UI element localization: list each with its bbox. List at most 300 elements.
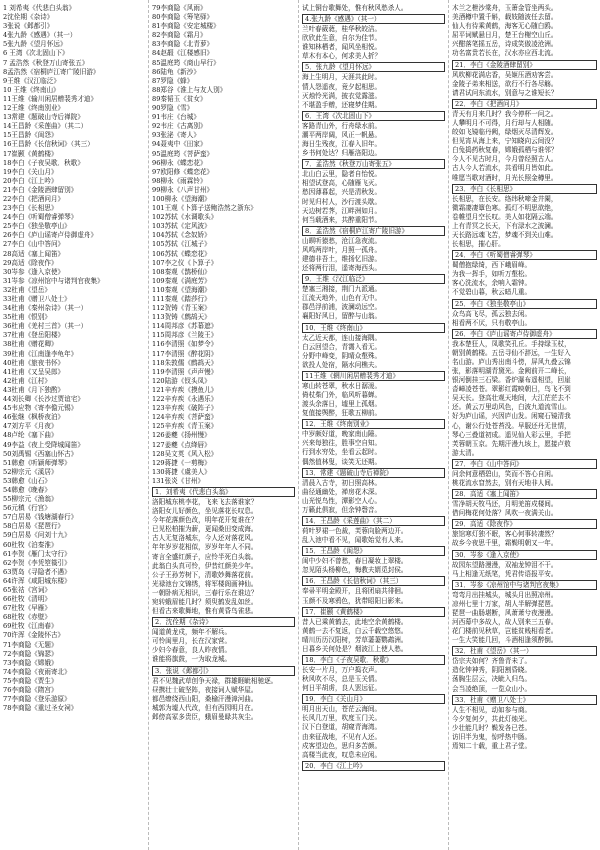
toc-entry: 3张说《邺都引》 <box>3 22 54 31</box>
poem-line: 君不见魏武草创争天禄，群雄睚眦相驰逐。 <box>152 676 278 685</box>
poem-line: 荡胸生层云，决眦入归鸟。 <box>452 675 532 684</box>
toc-entry: 80李商隐《筹笔驿》 <box>152 13 214 22</box>
poem-line: 旅馆寒灯独不眠，客心何事转凄然？ <box>452 530 558 539</box>
poem-line: 凉州七里十万家，胡人半解弹琵琶。 <box>452 599 558 608</box>
toc-entry: 86陆龟《新沙》 <box>152 67 200 76</box>
toc-entry: 69杜牧《江南春》 <box>3 622 58 631</box>
toc-entry: 120陆游《钗头凤》 <box>152 376 211 385</box>
toc-entry: 2沈佺期《杂诗》 <box>3 13 54 22</box>
toc-entry: 122辛弃疾《永遇乐》 <box>152 395 218 404</box>
poem-title: 30．岑参《逢入京使》 <box>452 550 597 560</box>
poem-line: 金陵子弟来相送，欲行不行各尽觞。 <box>452 79 558 88</box>
poem-line: 请君试问东流水，别意与之谁短长？ <box>452 88 558 97</box>
poem-line: 今年花落颜色改，明年花开复谁在？ <box>152 516 258 525</box>
toc-entry: 90罗隐《雪》 <box>152 104 194 113</box>
toc-entry: 102苏轼《水调歌头》 <box>152 213 218 222</box>
poem-line: 好为庐山谣，兴因庐山发。闲窥石镜清我 <box>452 412 571 421</box>
poem-line: 琵琶一曲肠堪断，风萧萧兮夜漫漫。 <box>452 608 558 617</box>
toc-entry: 104苏轼《念奴娇》 <box>152 231 211 240</box>
toc-entry: 19李白《关山月》 <box>3 167 58 176</box>
poem-line: 襄阳好风日，留醉与山翁。 <box>302 312 382 321</box>
poem-title: 31．岑参《凉州馆中与诸判官夜集》 <box>452 580 597 590</box>
poem-title: 9．王维《汉江临泛》 <box>302 274 445 284</box>
poem-line: 昔人已乘黄鹤去，此地空余黄鹤楼。 <box>302 617 408 626</box>
poem-line: 人生不相见，动如参与商。 <box>452 705 532 714</box>
column-divider <box>148 0 149 850</box>
poem-line: 欲投人处宿，隔水问樵夫。 <box>302 360 382 369</box>
poem-line: 天长路远魂飞苦，梦魂不到关山难。 <box>452 230 558 239</box>
poem-line: 微霜凄凄簟色寒。孤灯不明思欲绝， <box>452 203 558 212</box>
poem-line: 少壮能几时？鬓发各已苍。 <box>452 723 532 732</box>
poem-line: 山光悦鸟性，潭影空人心。 <box>302 496 382 505</box>
poem-title: 17．崔颢《黄鹤楼》 <box>302 607 445 617</box>
poem-line: 欣欣此生意，自尔为佳节。 <box>302 34 382 43</box>
toc-entry: 8孟浩然《宿桐庐江寄广陵旧游》 <box>3 67 100 76</box>
poem-line: 海上生明月，天涯共此时。 <box>302 73 382 82</box>
toc-entry: 131张炎《甘州》 <box>152 476 205 485</box>
toc-entry: 35杜甫《恨别》 <box>3 313 51 322</box>
toc-entry: 30岑参《逢入京使》 <box>3 267 65 276</box>
toc-entry: 118朱敦儒《鹧鸪天》 <box>152 358 218 367</box>
poem-line: 高楼当此夜，叹息未应闲。 <box>302 750 382 759</box>
poem-line: 谁知林栖者，闻风坐相悦。 <box>302 43 382 52</box>
toc-entry: 100柳永《望海潮》 <box>152 194 211 203</box>
poem-line: 秋风吹不尽，总是玉关情。 <box>302 675 382 684</box>
poem-line: 马上相逢无纸笔，凭君传语报平安。 <box>452 569 558 578</box>
toc-entry: 126姜夔《扬州慢》 <box>152 431 211 440</box>
poem-line: 万籁此俱寂，但余钟磬音。 <box>302 505 382 514</box>
poem-line: 闻道黄龙戍，频年不解兵。 <box>152 628 232 637</box>
toc-entry: 58白居易《琵琶行》 <box>3 522 65 531</box>
poem-line: 客心洗流水，余响入霜钟。 <box>452 279 532 288</box>
poem-line: 焉知二十载，重上君子堂。 <box>452 742 532 750</box>
toc-entry: 4张九龄《感遇》（其一） <box>3 31 77 40</box>
poem-line: 渡头余落日，墟里上孤烟。 <box>302 400 382 409</box>
toc-entry: 107李之仪《卜算子》 <box>152 258 218 267</box>
toc-entry: 101王观《卜算子送鲍浩然之浙东》 <box>152 204 257 213</box>
poem-line: 弯弯月出挂城头，城头月出照凉州。 <box>452 590 558 599</box>
poem-line: 游太清。 <box>452 448 479 457</box>
poem-title: 7．孟浩然《秋登万山寄张五》 <box>302 159 445 169</box>
toc-entry: 74李商隐《夜雨寄北》 <box>3 667 71 676</box>
poem-line: 中岁颇好道，晚家南山陲。 <box>302 430 382 439</box>
toc-entry: 114周邦彦《苏幕遮》 <box>152 322 218 331</box>
poem-line: 相看两不厌，只有敬亭山。 <box>452 318 532 327</box>
poem-line: 已见松柏摧为薪，更闻桑田变成海。 <box>152 525 258 534</box>
poem-line: 仙人有待乘黄鹤，海客无心随白鸥。 <box>452 22 558 31</box>
toc-entry: 97欧阳修《蝶恋花》 <box>152 167 214 176</box>
poem-line: 天边树若荠，江畔洲如月。 <box>302 206 382 215</box>
toc-entry: 75李商隐《贾生》 <box>3 676 58 685</box>
toc-entry: 6 王湾《次北固山下》 <box>3 49 69 58</box>
toc-entry: 82李商隐《霜月》 <box>152 31 207 40</box>
poem-line: 相望试登高，心随雁飞灭。 <box>302 179 382 188</box>
poem-line: 何当载酒来，共醉重阳节。 <box>302 215 382 224</box>
toc-entry: 87罗隐《蜂》 <box>152 76 194 85</box>
poem-line: 功名富贵若长在，汉水亦应西北流。 <box>452 49 558 58</box>
poem-line: 昼携壮士破坚阵，夜接词人赋华屋。 <box>152 685 258 694</box>
poem-line: 借问梅花何处落？风吹一夜满关山。 <box>452 509 558 518</box>
toc-entry: 7 孟浩然《秋登万山寄张五》 <box>3 58 89 67</box>
poem-line: 故乡今夜思千里，霜鬓明朝又一年。 <box>452 539 558 548</box>
poem-title: 16．王昌龄《长信秋词》（其三） <box>302 576 445 586</box>
poem-line: 但见宵从海上来，宁知晓向云间没？ <box>452 137 558 146</box>
toc-entry: 66杜牧《清明》 <box>3 595 51 604</box>
poem-line: 城郭为墟人代改，但有西园明月在。 <box>152 703 258 712</box>
poem-line: 不堪盈手赠，还寝梦佳期。 <box>302 100 382 109</box>
poem-title: 5．张九龄《望月怀远》 <box>302 62 445 72</box>
poem-title: 32．杜甫《望岳》（其一） <box>452 646 597 656</box>
poem-line: 朝别黄鹤楼。五岳寻仙不辞远，一生好入 <box>452 348 571 357</box>
toc-entry: 32杜甫《望岳》 <box>3 285 51 294</box>
toc-entry: 70许浑《金陵怀古》 <box>3 631 65 640</box>
poem-title: 11王维《辋川闲居赠裴秀才迪》 <box>302 371 445 381</box>
poem-title: 27．李白《山中答问》 <box>452 459 597 469</box>
poem-line: 偶然值林叟，谈笑无还期。 <box>302 457 382 466</box>
poem-line: 奉帚平明金殿开，且将团扇共徘徊。 <box>302 587 408 596</box>
toc-entry: 13常建《题破山寺后禅院》 <box>3 113 84 122</box>
toc-entry: 55柳宗元《渔翁》 <box>3 495 58 504</box>
poem-line: 唯愿当歌对酒时，月光长照金樽里。 <box>452 173 558 182</box>
toc-entry: 109秦观《满庭芳》 <box>152 276 211 285</box>
toc-entry: 129蒋捷《一剪梅》 <box>152 458 211 467</box>
poem-line: 白兔捣药秋复春，嫦娥孤栖与谁邻？ <box>452 146 558 155</box>
poem-title: 18．李白《子夜吴歌．秋歌》 <box>302 655 445 665</box>
poem-title: 14．王昌龄《采莲曲》（其二） <box>302 516 445 526</box>
poem-line: 屈平词赋悬日月，楚王台榭空山丘。 <box>452 31 558 40</box>
toc-entry: 12王维《终南别业》 <box>3 104 65 113</box>
poem-line: 长相思，在长安。络纬秋啼金井阑， <box>452 194 558 203</box>
poem-line: 沓嶂凌苍苍。翠影红霞映朝日，鸟飞不到 <box>452 385 571 394</box>
poem-line: 北山白云里，隐者自怡悦。 <box>302 170 382 179</box>
poem-title: 22．李白《把酒问月》 <box>452 99 597 109</box>
poem-line: 海日生残夜，江春入旧年。 <box>302 140 382 149</box>
poem-line: 为我一挥手，如听万壑松。 <box>452 270 532 279</box>
toc-entry: 98柳永《雨霖铃》 <box>152 176 207 185</box>
poem-line: 谁能将旗鼓，一为取龙城。 <box>152 655 232 664</box>
toc-entry: 67杜牧《早雁》 <box>3 604 51 613</box>
poem-line: 桃花流水窅然去，别有天地非人间。 <box>452 479 558 488</box>
toc-entry: 9王维《汉江临泛》 <box>3 76 60 85</box>
toc-entry: 26李白《庐山谣寄卢侍御虚舟》 <box>3 231 98 240</box>
column-4 <box>452 4 597 751</box>
poem-line: 郡邑浮前浦，波澜动远空。 <box>302 303 382 312</box>
poem-line: 上有青冥之长天，下有渌水之波澜。 <box>452 221 558 230</box>
toc-entry: 33杜甫《赠卫八处士》 <box>3 295 71 303</box>
poem-line: 玉颜不及寒鸦色，犹带昭阳日影来。 <box>302 596 408 605</box>
poem-title: 3．张说《邺都引》 <box>152 666 295 676</box>
toc-entry: 1 刘希夷《代悲白头翁》 <box>3 4 76 12</box>
toc-entry: 56元稹《行宫》 <box>3 504 51 513</box>
poem-title: 8．孟浩然《宿桐庐江寄广陵旧游》 <box>302 226 445 236</box>
toc-entry: 50刘禹锡《西塞山怀古》 <box>3 449 78 458</box>
toc-entry: 16王昌龄《长信秋词》（其三） <box>3 140 94 149</box>
toc-entry: 37杜甫《登岳阳楼》 <box>3 331 65 340</box>
poem-line: 花门楼前见秋草，岂能贫贱相看老。 <box>452 627 558 636</box>
poem-line: 公子王孙芳树下，清歌妙舞落花前。 <box>152 570 258 579</box>
toc-entry: 27李白《山中答问》 <box>3 240 65 249</box>
poem-line: 明月出天山，苍茫云海间。 <box>302 705 382 714</box>
toc-entry: 96柳永《蝶恋花》 <box>152 158 207 167</box>
poem-line: 古人今人若流水，共看明月皆如此。 <box>452 164 558 173</box>
poem-line: 但看古来歌舞地，惟有黄昏鸟雀悲。 <box>152 607 258 616</box>
toc-entry: 85温庭筠《商山早行》 <box>152 58 220 67</box>
toc-entry: 63贾岛《寻隐者不遇》 <box>3 567 71 576</box>
poem-line: 由来征战地，不见有人还。 <box>302 732 382 741</box>
poem-line: 清晨入古寺，初日照高林。 <box>302 478 382 487</box>
toc-entry: 17崔颢《黄鹤楼》 <box>3 149 58 158</box>
poem-line: 洛阳女儿好颜色，坐见落花长叹息。 <box>152 507 258 516</box>
poem-line: 何日平胡虏，良人罢远征。 <box>302 684 382 693</box>
toc-entry: 48卢纶《塞下曲》 <box>3 431 58 440</box>
poem-title: 1．刘希夷《代悲白头翁》 <box>152 487 295 497</box>
toc-entry: 38杜甫《赠花卿》 <box>3 340 58 349</box>
poem-line: 心，谢公行处苍苔没。早服还丹无世情， <box>452 421 571 430</box>
poem-line: 少妇今春意，良人昨夜情。 <box>152 646 232 655</box>
toc-entry: 115周邦彦《兰陵王》 <box>152 331 218 340</box>
poem-line: 吴天长。登高壮观天地间，大江茫茫去不 <box>452 394 571 403</box>
toc-entry: 10 王维《终南山》 <box>3 85 60 94</box>
toc-entry: 113贺铸《鹧鸪天》 <box>152 313 211 322</box>
toc-entry: 34杜甫《秦州杂诗》（其一） <box>3 304 88 313</box>
toc-entry: 61李贺《雁门太守行》 <box>3 549 71 558</box>
poem-line: 荷叶罗裙一色裁，芙蓉向脸两边开。 <box>302 527 408 536</box>
poem-line: 闺中少妇不曾愁，春日凝妆上翠楼。 <box>302 557 408 566</box>
poem-line: 雪净胡天牧马还，月明羌笛戍楼间。 <box>452 500 558 509</box>
poem-line: 风鸣两岸叶，月照一孤舟。 <box>302 245 382 254</box>
toc-entry: 31岑参《凉州馆中与诸判官夜集》 <box>3 276 104 285</box>
poem-line: 邺傍高冢多贵臣，蛾眉曼睩共灰尘。 <box>152 712 258 721</box>
poem-line: 行到水穷处，坐看云起时。 <box>302 448 382 457</box>
toc-entry: 83李商隐《北青萝》 <box>152 40 214 49</box>
poem-line: 一朝卧病无相识，三春行乐在谁边？ <box>152 588 258 597</box>
poem-line: 访旧半为鬼，惊呼热中肠。 <box>452 732 532 741</box>
poem-title: 12．王维《终南别业》 <box>302 419 445 429</box>
toc-entry: 111秦观《踏莎行》 <box>152 295 211 303</box>
column-divider <box>448 0 449 850</box>
poem-line: 晴川历历汉阳树，芳草萋萋鹦鹉洲。 <box>302 635 408 644</box>
poem-title: 4.张九龄《感遇》（其一） <box>302 14 445 24</box>
toc-entry: 41杜甫《又呈吴郎》 <box>3 367 65 376</box>
column-3 <box>302 4 445 772</box>
toc-entry: 21李白《金陵酒肆留别》 <box>3 185 78 194</box>
poem-line: 江流天地外，山色有无中。 <box>302 294 382 303</box>
poem-line: 乡书何处达？归雁洛阳边。 <box>302 149 382 158</box>
poem-line: 潮平两岸阔，风正一帆悬。 <box>302 130 382 139</box>
poem-title: 15．王昌龄《闺怨》 <box>302 546 445 556</box>
poem-line: 蜀僧抱绿绮，西下峨眉峰。 <box>452 261 532 270</box>
poem-line: 张，影落明湖青黛光。金阙前开二峰长， <box>452 367 571 375</box>
poem-line: 今人不见古时月，今月曾经照古人。 <box>452 155 558 164</box>
poem-line: 河西幕中多故人，故人别来三五春。 <box>452 617 558 626</box>
toc-entry: 127姜夔《点绛唇》 <box>152 440 211 449</box>
toc-entry: 45韦应物《寄李儋元锡》 <box>3 404 78 413</box>
poem-title: 29．高适《除夜作》 <box>452 519 597 529</box>
toc-entry: 130蒋捷《虞美人》 <box>152 467 211 476</box>
toc-entry: 23李白《长相思》 <box>3 204 58 213</box>
poem-title: 25．李白《独坐敬亭山》 <box>452 299 597 309</box>
poem-line: 美酒樽中置千斛，载妓随波任去留。 <box>452 13 558 22</box>
poem-line: 乱入池中看不见，闻歌始觉有人来。 <box>302 536 408 545</box>
toc-entry: 128吴文英《风入松》 <box>152 449 218 458</box>
poem-line: 山暝听猿愁，沧江急夜流。 <box>302 236 382 245</box>
toc-entry: 64许浑《咸阳城东楼》 <box>3 576 71 585</box>
poem-line: 木兰之枻沙棠舟，玉箫金管坐两头。 <box>452 4 558 12</box>
toc-entry: 29高适《除夜作》 <box>3 258 58 267</box>
poem-line: 我本楚狂人，凤歌笑孔丘。手持绿玉杖， <box>452 339 571 348</box>
poem-line: 名山游。庐山秀出南斗傍，屏风九叠云锦 <box>452 357 571 366</box>
toc-entry: 81李商隐《安定城楼》 <box>152 22 220 31</box>
poem-line: 人攀明月不可得，月行却与人相随。 <box>452 118 558 127</box>
poem-line: 卷帷望月空长叹。美人如花隔云端。 <box>452 212 558 221</box>
poem-line: 客路青山外，行舟绿水前。 <box>302 121 382 130</box>
poem-line: 光禄池台文锦绣，将军楼阁画神仙。 <box>152 579 258 588</box>
toc-entry: 125辛弃疾《青玉案》 <box>152 422 218 431</box>
poem-line: 问余何意栖碧山，笑而不答心自闲。 <box>452 469 558 478</box>
toc-entry: 25李白《独坐敬亭山》 <box>3 222 71 231</box>
toc-entry: 79李商隐《风雨》 <box>152 4 207 12</box>
column-divider <box>298 0 299 850</box>
poem-line: 银河倒挂三石梁。香炉瀑布遥相望，回崖 <box>452 376 571 385</box>
poem-line: 时见归村人，沙行渡头歇。 <box>302 197 382 206</box>
toc-entry: 95温庭筠《菩萨蛮》 <box>152 149 214 158</box>
toc-entry: 11王维《输川闲居赠裴秀才迪》 <box>3 94 98 103</box>
poem-line: 黄鹤一去不复返，白云千载空悠悠。 <box>302 626 408 635</box>
poem-line: 草木有本心，何求美人折？ <box>302 52 382 61</box>
poem-line: 故园东望路漫漫，双袖龙钟泪不干。 <box>452 560 558 569</box>
poem-line: 造化钟神秀，阴阳割昏晓。 <box>452 666 532 675</box>
toc-entry: 92韦庄《古离别》 <box>152 122 207 131</box>
toc-entry: 77李商隐《登乐游原》 <box>3 695 71 704</box>
poem-line: 情人怨遥夜，竟夕起相思。 <box>302 82 382 91</box>
poem-line: 白云回望合，青霭入看无。 <box>302 342 382 351</box>
toc-entry: 52柳宗元《溪居》 <box>3 467 58 476</box>
toc-entry: 89秦韬玉《贫女》 <box>152 94 207 103</box>
toc-entry: 72李商隐《锦瑟》 <box>3 649 58 658</box>
poem-line: 曲径通幽处，禅房花木深。 <box>302 487 382 496</box>
toc-entry: 43杜甫《月下独酌》 <box>3 385 65 394</box>
toc-entry: 40杜甫《旅夜书怀》 <box>3 358 65 367</box>
poem-line: 长风几万里，吹度玉门关。 <box>302 714 382 723</box>
toc-entry: 108秦观《鹊桥仙》 <box>152 267 211 276</box>
poem-line: 不觉碧山暮，秋云暗几重。 <box>452 288 532 297</box>
toc-entry: 49李益《夜上受降城闻笛》 <box>3 440 84 449</box>
toc-entry: 73李商隐《嫦娥》 <box>3 658 58 667</box>
toc-entry: 20李白《江上吟》 <box>3 176 58 185</box>
toc-entry: 116李清照《如梦令》 <box>152 340 218 349</box>
toc-entry: 62李贺《李凭箜篌引》 <box>3 558 71 567</box>
toc-entry: 121辛弃疾《摸鱼儿》 <box>152 385 218 394</box>
column-2 <box>152 4 295 722</box>
toc-entry: 94聂夷中《田家》 <box>152 140 207 149</box>
toc-entry: 84赵嘏《江楼感旧》 <box>152 49 214 58</box>
toc-entry: 46张继《枫桥夜泊》 <box>3 413 65 422</box>
poem-title: 24．李白《听蜀僧睿弹琴》 <box>452 250 597 260</box>
poem-line: 还将两行泪，遥寄海西头。 <box>302 264 382 273</box>
poem-line: 众鸟高飞尽，孤云独去闲。 <box>452 309 532 318</box>
toc-entry: 18李白《子夜吴歌．秋歌》 <box>3 158 84 167</box>
toc-entry: 68杜牧《赤壁》 <box>3 613 51 622</box>
poem-line: 寄言全盛红颜子，应怜半死白头翁。 <box>152 552 258 561</box>
toc-entry: 103苏轼《定风波》 <box>152 222 211 231</box>
poem-line: 太乙近天都，连山接海隅。 <box>302 333 382 342</box>
toc-entry: 42杜甫《江村》 <box>3 376 51 385</box>
poem-line: 兰叶春葳蕤，桂华秋皎洁。 <box>302 25 382 34</box>
poem-line: 皎如飞镜临丹阙，绿烟灭尽清辉发。 <box>452 128 558 137</box>
poem-line: 可怜闺里月，长在汉家营。 <box>152 637 232 646</box>
toc-entry: 47刘方平《月夜》 <box>3 422 58 431</box>
toc-entry: 28高适《塞上闻笛》 <box>3 249 65 258</box>
poem-line: 宛转蛾眉能几时？须臾鹤发乱如丝。 <box>152 598 258 606</box>
poem-line: 还。黄云万里动风色，白波九道流雪山。 <box>452 403 571 412</box>
poem-line: 灭烛怜光满，披衣觉露滋。 <box>302 91 382 100</box>
poem-line: 芙蓉朝玉京。先期汗漫九垓上，愿接卢敖 <box>452 439 571 448</box>
poem-line: 汉下白登道，胡窥青海湾。 <box>302 723 382 732</box>
toc-entry: 112贺铸《青玉案》 <box>152 304 211 313</box>
toc-entry: 5张九龄《望月怀远》 <box>3 40 67 49</box>
toc-entry: 44刘长卿《长沙过贾谊宅》 <box>3 395 84 404</box>
poem-title: 19．李白《关山月》 <box>302 694 445 704</box>
toc-entry: 110秦观《望海潮》 <box>152 285 211 294</box>
poem-line: 此翁白头真可怜，伊昔红颜美少年。 <box>152 561 258 570</box>
poem-line: 都邑缭绕西山阳，桑榆汗漫漳河曲。 <box>152 694 258 703</box>
poem-title: 20．李白《江上吟》 <box>302 761 445 771</box>
toc-entry: 22李白《把酒问月》 <box>3 194 65 203</box>
toc-entry: 24李白《听蜀僧睿弹琴》 <box>3 213 78 222</box>
toc-entry: 51韩愈《听颖师弹琴》 <box>3 458 71 467</box>
toc-entry: 99柳永《八声甘州》 <box>152 185 214 194</box>
poem-line: 兴来每独往，胜事空自知。 <box>302 439 382 448</box>
toc-entry: 88郑谷《淮上与友人别》 <box>152 85 227 94</box>
poem-line: 寒山转苍翠，秋水日潺湲。 <box>302 381 382 390</box>
toc-entry: 71李商隐《无题》 <box>3 640 58 649</box>
column-1 <box>3 4 146 713</box>
toc-entry: 57白居易《钱塘湖春行》 <box>3 513 78 522</box>
poem-line: 长相思，摧心肝。 <box>452 240 505 249</box>
poem-line: 兴酣落笔摇五岳，诗成笑傲凌沧洲。 <box>452 40 558 49</box>
poem-title: 6．王湾《次北固山下》 <box>302 111 445 121</box>
poem-line: 试上铜台歌舞处，惟有秋风愁杀人。 <box>302 4 408 12</box>
poem-title: 10．王维《终南山》 <box>302 323 445 333</box>
toc-entry: 59白居易《问刘十九》 <box>3 531 71 540</box>
toc-entry: 105苏轼《江城子》 <box>152 240 211 249</box>
poem-title: 26．李白《庐山谣寄卢侍御虚舟》 <box>452 329 597 339</box>
toc-entry: 15王昌龄《闺怨》 <box>3 131 58 140</box>
toc-entry: 65张祜《宫词》 <box>3 586 51 594</box>
poem-line: 今夕复何夕，共此灯烛光。 <box>452 714 532 723</box>
poem-line: 洛阳城东桃李花，飞来飞去落谁家？ <box>152 497 258 506</box>
toc-entry: 76李商隐《隋宫》 <box>3 686 58 695</box>
toc-entry: 123辛弃疾《破阵子》 <box>152 404 218 413</box>
toc-entry: 117李清照《醉花阴》 <box>152 349 218 358</box>
toc-entry: 124辛弃疾《菩萨蛮》 <box>152 413 218 422</box>
poem-line: 楚塞三湘接，荆门九派通。 <box>302 285 382 294</box>
poem-line: 复值接舆醉，狂歌五柳前。 <box>302 409 382 418</box>
poem-title: 33．杜甫《赠卫八处士》 <box>452 695 597 705</box>
poem-title: 28．高适《塞上闻笛》 <box>452 489 597 499</box>
poem-title: 2．沈佺期《杂诗》 <box>152 617 295 627</box>
poem-line: 愁因薄暮起，兴是清秋发。 <box>302 188 382 197</box>
toc-entry: 60杜牧《泊秦淮》 <box>3 540 58 549</box>
poem-line: 岱宗夫如何？齐鲁青未了。 <box>452 657 532 666</box>
poem-line: 一生大笑能几回，斗酒相逢须醉倒。 <box>452 636 558 645</box>
poem-line: 建德非吾土，维扬忆旧游。 <box>302 254 382 263</box>
toc-entry: 54韩愈《晚春》 <box>3 485 51 494</box>
poem-line: 分野中峰变，阴晴众壑殊。 <box>302 351 382 360</box>
poem-line: 戍客望边色，思归多苦颜。 <box>302 741 382 750</box>
toc-entry: 53韩愈《山石》 <box>3 476 51 485</box>
poem-line: 青天有月来几时？我今停杯一问之。 <box>452 109 558 118</box>
